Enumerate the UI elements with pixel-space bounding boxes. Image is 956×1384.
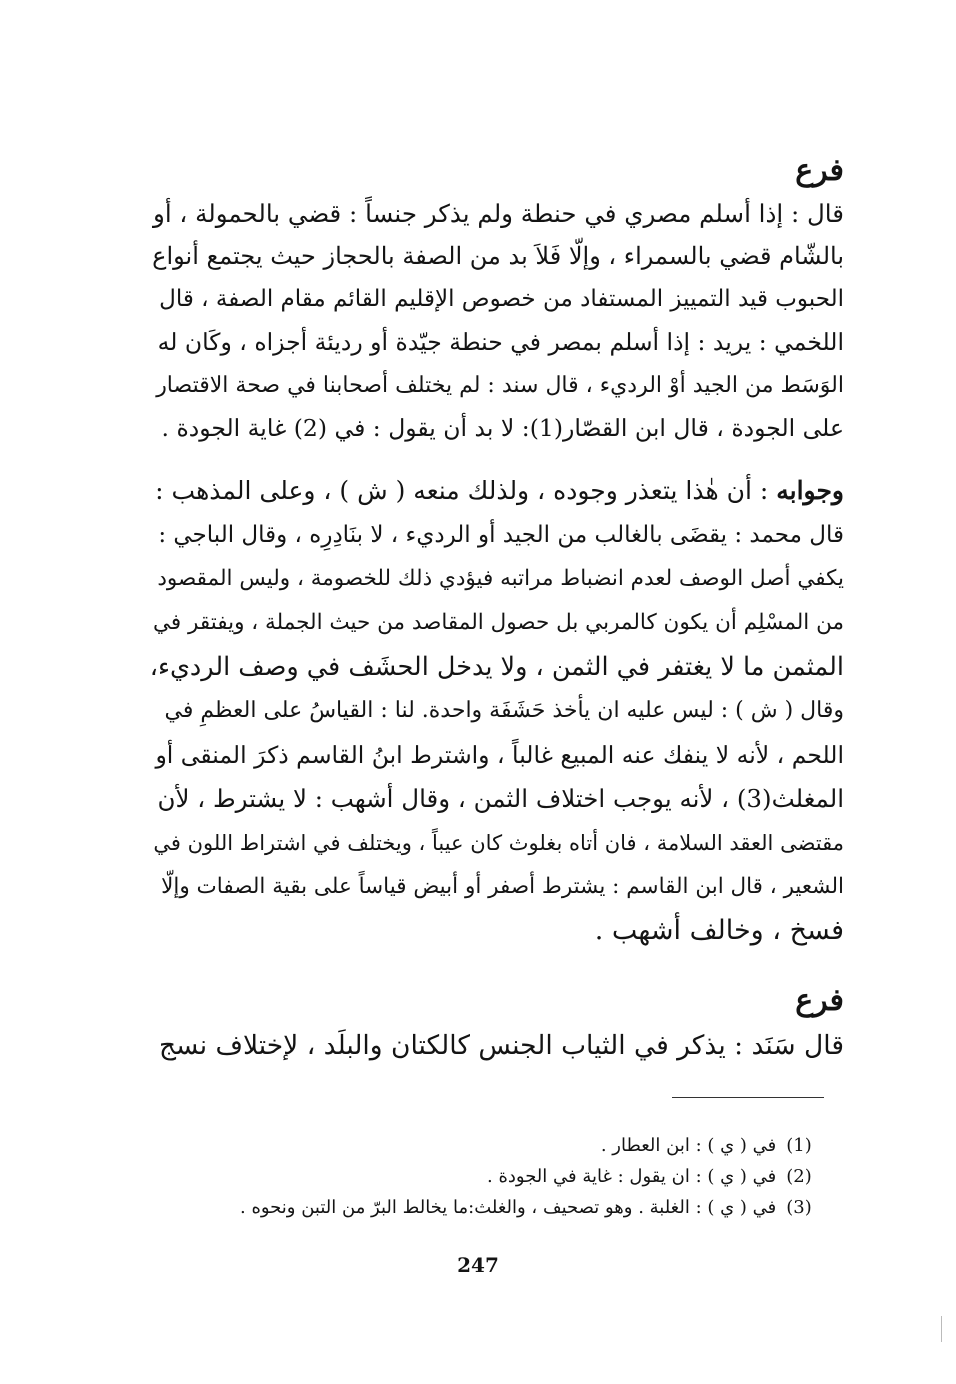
footnote-number: (1) xyxy=(786,1135,812,1156)
footnote-text: في ( ي ) : ابن العطار . xyxy=(600,1135,777,1156)
footnote-divider xyxy=(672,1097,824,1098)
paragraph-lead-word: وجوابه xyxy=(776,476,844,505)
text-run: : أن هٰذا يتعذر وجوده ، ولذلك منعه ( ش ) ، وعلى المذهب : xyxy=(155,476,777,505)
text-line: وقال ( ش ) : ليس عليه ان يأخذ حَشَفَة واحدة. لنا : القياسُ على العظمِ في xyxy=(164,698,844,723)
text-line: المغلث(3) ، لأنه يوجب اختلاف الثمن ، وقال أشهب : لا يشترط ، لأن xyxy=(157,784,844,813)
text-line: اللحم ، لأنه لا ينفك عنه المبيع غالباً ، واشترط ابنُ القاسم ذكرَ المنقى أو xyxy=(155,741,844,769)
text-line: الحبوب قيد التمييز المستفاد من خصوص الإقليم القائم مقام الصفة ، قال xyxy=(159,286,844,312)
text-line: قال محمد : يقضَى بالغالب من الجيد أو الرديء ، لا بنَادِرِه ، وقال الباجي : xyxy=(158,522,844,548)
text-line: اللخمي : يريد : إذا أسلم بمصر في حنطة جيّدة أو رديئة أجزاه ، وكَان له xyxy=(157,328,844,356)
text-line: من المسْلِم أن يكون كالمربي بل حصول المقاصد من حيث الجملة ، ويفتقر في xyxy=(152,610,844,635)
footnotes xyxy=(240,1130,816,1223)
section-heading-2: فرع xyxy=(795,983,844,1018)
paragraph-2 xyxy=(150,469,844,953)
text-line: قال : إذا أسلم مصري في حنطة ولم يذكر جنساً : قضي بالحمولة ، أو xyxy=(153,199,844,228)
paragraph-3 xyxy=(150,1024,844,1068)
text-line: الشعير ، قال ابن القاسم : يشترط أصفر أو أبيض قياساً على بقية الصفات وإلّا xyxy=(161,874,844,899)
page-number: 247 xyxy=(457,1253,499,1277)
text-line xyxy=(150,469,844,513)
paragraph-1 xyxy=(150,192,844,450)
scan-edge-mark xyxy=(941,1316,942,1342)
text-line: يكفي أصل الوصف لعدم انضباط مراتبه فيؤدي ذلك للخصومة ، وليس المقصود xyxy=(157,566,844,591)
text-line: قال سَنَد : يذكر في الثياب الجنس كالكتان والبلَد ، لإختلاف نسج xyxy=(158,1030,844,1061)
text-line: مقتضى العقد السلامة ، فان أتاه بغلوث كان عيباً ، ويختلف في اشتراط اللون في xyxy=(153,831,844,855)
footnote xyxy=(240,1161,816,1192)
footnote-number: (3) xyxy=(786,1197,812,1218)
text-line: على الجودة ، قال ابن القصّار(1): لا بد أن يقول : في (2) غاية الجودة . xyxy=(161,414,844,442)
text-line: فسخ ، وخالف أشهب . xyxy=(594,915,844,946)
text-line: المثمن ما لا يغتفر في الثمن ، ولا يدخل الحشَف في وصف الرديء، xyxy=(149,652,844,682)
footnote-text: في ( ي ) : الغلبة . وهو تصحيف ، والغلث:ما يخالط البرّ من التبن ونحوه . xyxy=(240,1197,777,1218)
text-line: بالشّام قضي بالسمراء ، وإلّا فَلاَ بد من الصفة بالحجاز حيث يجتمع أنواع xyxy=(152,242,844,270)
footnote xyxy=(240,1192,816,1223)
footnote-text: في ( ي ) : ان يقول : غاية في الجودة . xyxy=(487,1166,777,1187)
footnote xyxy=(240,1130,816,1161)
text-line: الوَسَط من الجيد أوْ الرديء ، قال سند : لم يختلف أصحابنا في صحة الاقتصار xyxy=(156,373,844,398)
section-heading-1: فرع xyxy=(795,153,844,188)
footnote-number: (2) xyxy=(786,1166,812,1187)
